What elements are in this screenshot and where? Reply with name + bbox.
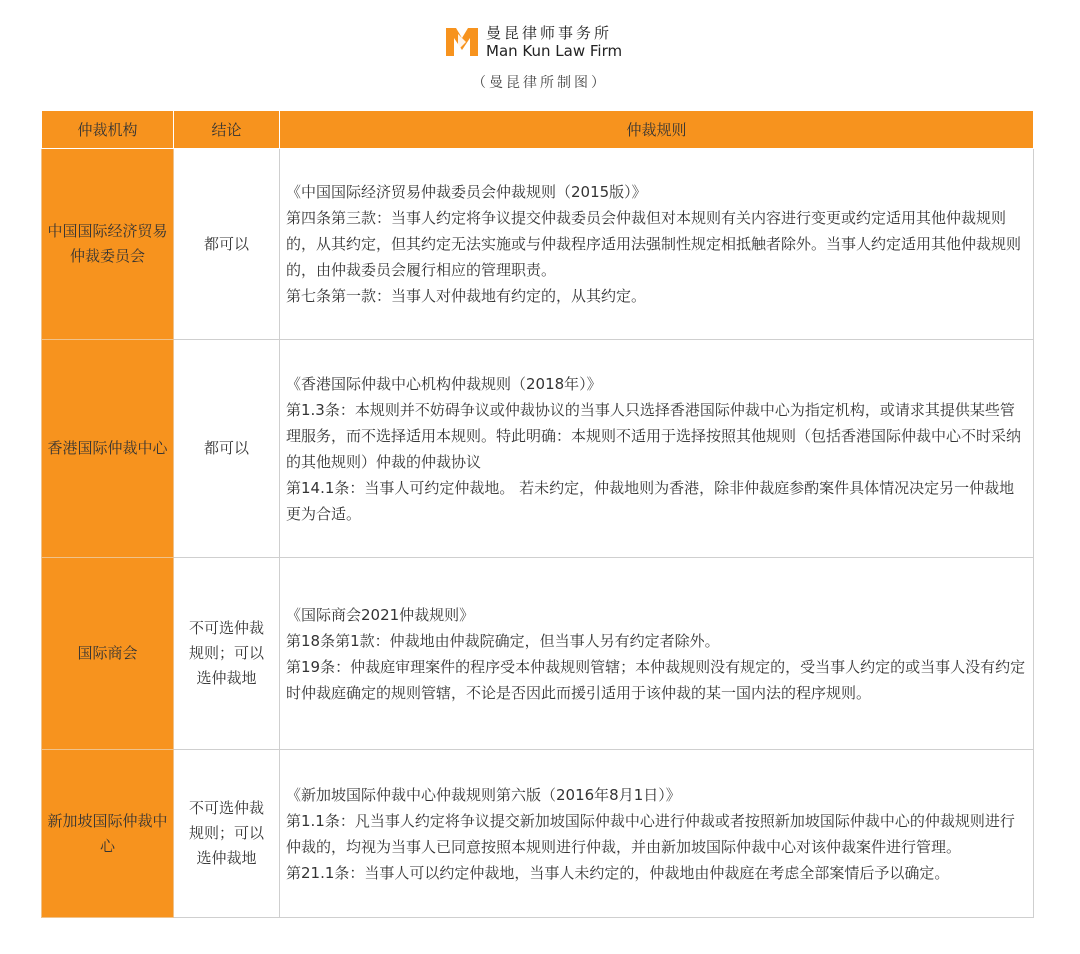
rule-article: 第18条第1款：仲裁地由仲裁院确定，但当事人另有约定者除外。 [286, 631, 720, 650]
man-kun-logo-icon [444, 24, 480, 60]
column-header-conclusion: 结论 [174, 111, 280, 149]
column-header-institution: 仲裁机构 [42, 111, 174, 149]
rule-article: 第14.1条：当事人可约定仲裁地。 若未约定，仲裁地则为香港，除非仲裁庭参酌案件具体情况决定另一仲裁地更为合适。 [286, 478, 1015, 523]
institution-cell: 中国国际经济贸易仲裁委员会 [42, 149, 174, 340]
rules-cell [280, 750, 1034, 918]
institution-cell: 新加坡国际仲裁中心 [42, 750, 174, 918]
rule-article: 第21.1条：当事人可以约定仲裁地，当事人未约定的，仲裁地由仲裁庭在考虑全部案情后予以确定。 [286, 863, 950, 882]
table-row [42, 149, 1034, 340]
rules-cell [280, 558, 1034, 750]
conclusion-cell: 都可以 [174, 340, 280, 558]
conclusion-cell: 不可选仲裁规则；可以选仲裁地 [174, 558, 280, 750]
rule-article: 第19条：仲裁庭审理案件的程序受本仲裁规则管辖；本仲裁规则没有规定的，受当事人约定的或当事人没有约定时仲裁庭确定的规则管辖，不论是否因此而援引适用于该仲裁的某一国内法的程序规则。 [286, 657, 1026, 702]
table-row [42, 558, 1034, 750]
rule-title: 《国际商会2021仲裁规则》 [286, 605, 475, 624]
rule-article: 第1.1条：凡当事人约定将争议提交新加坡国际仲裁中心进行仲裁或者按照新加坡国际仲裁中心的仲裁规则进行仲裁的，均视为当事人已同意按照本规则进行仲裁，并由新加坡国际仲裁中心对该仲裁案件进行管理。 [286, 811, 1015, 856]
table-row [42, 750, 1034, 918]
rules-cell [280, 149, 1034, 340]
logo-english-name: Man Kun Law Firm [486, 42, 623, 60]
firm-logo [444, 22, 644, 62]
conclusion-cell: 都可以 [174, 149, 280, 340]
table-header-row [42, 111, 1034, 149]
institution-cell: 国际商会 [42, 558, 174, 750]
arbitration-rules-table [41, 110, 1034, 918]
rule-article: 第七条第一款：当事人对仲裁地有约定的，从其约定。 [286, 287, 647, 305]
conclusion-cell: 不可选仲裁规则；可以选仲裁地 [174, 750, 280, 918]
rule-article: 第四条第三款：当事人约定将争议提交仲裁委员会仲裁但对本规则有关内容进行变更或约定适用其他仲裁规则的，从其约定，但其约定无法实施或与仲裁程序适用法强制性规定相抵触者除外。当事人约定适用其他仲裁规则的，由仲裁委员会履行相应的管理职责。 [286, 209, 1022, 279]
rule-title: 《中国国际经济贸易仲裁委员会仲裁规则（2015版）》 [286, 183, 647, 201]
rule-article: 第1.3条：本规则并不妨碍争议或仲裁协议的当事人只选择香港国际仲裁中心为指定机构，或请求其提供某些管理服务，而不选择适用本规则。特此明确：本规则不适用于选择按照其他规则（包括香港国际仲裁中心不时采纳的其他规则）仲裁的仲裁协议 [286, 400, 1022, 471]
rule-title: 《香港国际仲裁中心机构仲裁规则（2018年）》 [286, 374, 602, 393]
rule-title: 《新加坡国际仲裁中心仲裁规则第六版（2016年8月1日）》 [286, 785, 681, 804]
institution-cell: 香港国际仲裁中心 [42, 340, 174, 558]
page-header [0, 0, 1080, 110]
table-row [42, 340, 1034, 558]
logo-chinese-name: 曼昆律师事务所 [486, 24, 613, 42]
column-header-rules: 仲裁规则 [280, 111, 1034, 149]
rules-cell [280, 340, 1034, 558]
figure-caption: （曼昆律所制图） [472, 75, 608, 91]
